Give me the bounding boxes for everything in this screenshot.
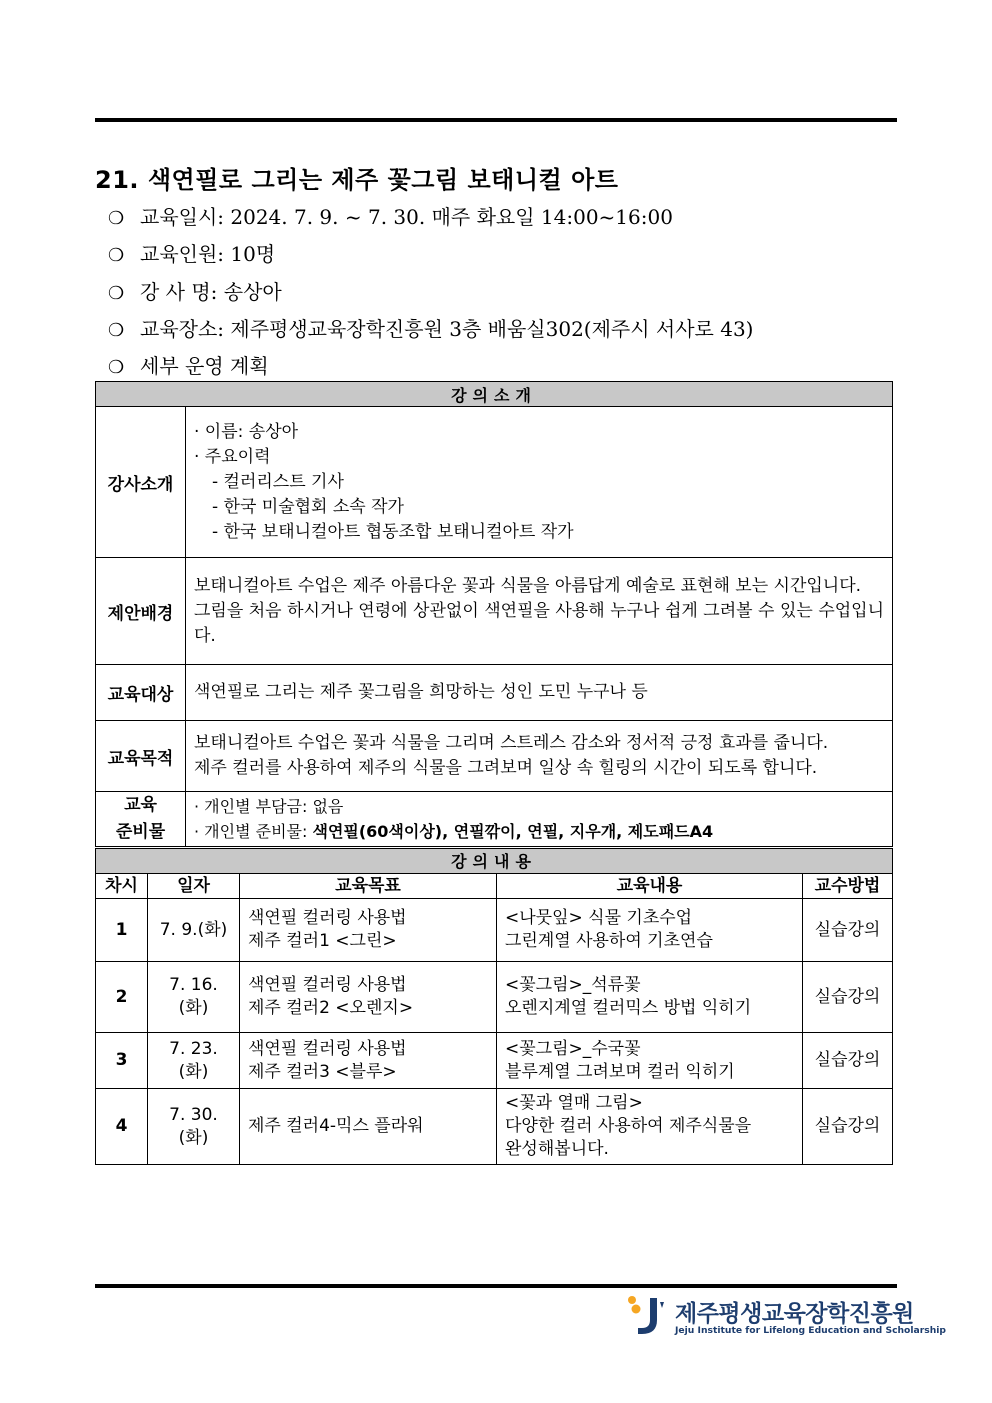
- bullet-icon: ❍: [108, 357, 125, 378]
- target-content: 색연필로 그리는 제주 꽃그림을 희망하는 성인 도민 누구나 등: [186, 665, 893, 721]
- info-date: [108, 201, 673, 230]
- org-name-en: Jeju Institute for Lifelong Education and Scholarship: [675, 1325, 946, 1336]
- goal-text: 색연필 컬러링 사용법: [248, 975, 407, 995]
- content-text: 다양한 컬러 사용하여 제주식물을: [505, 1116, 752, 1136]
- info-location-text: 교육장소: 제주평생교육장학진흥원 3층 배움실302(제주시 서사로 43): [140, 317, 754, 341]
- info-instructor: [108, 276, 282, 305]
- goal-text: 제주 컬러1 <그린>: [248, 931, 397, 951]
- session-date: 7. 16.(화): [148, 962, 240, 1033]
- session-no: 3: [96, 1033, 148, 1089]
- background-label: 제안배경: [96, 558, 186, 665]
- supplies-items: 색연필(60색이상), 연필깎이, 연필, 지우개, 제도패드A4: [312, 822, 714, 841]
- bullet-icon: ❍: [108, 283, 125, 304]
- info-capacity-text: 교육인원: 10명: [140, 242, 276, 266]
- session-no: 2: [96, 962, 148, 1033]
- org-name: 제주평생교육장학진흥원: [675, 1301, 914, 1327]
- bottom-rule: [95, 1284, 897, 1288]
- info-location: [108, 313, 753, 342]
- instructor-line: - 컬러리스트 기사: [212, 471, 344, 492]
- instructor-line: - 한국 보태니컬아트 협동조합 보태니컬아트 작가: [212, 521, 574, 542]
- content-text: 그린계열 사용하여 기초연습: [505, 931, 713, 951]
- session-method: 실습강의: [803, 1089, 893, 1165]
- session-content: [497, 1089, 803, 1165]
- supplies-label-line: 준비물: [115, 822, 166, 842]
- instructor-line: · 이름: 송상아: [194, 421, 299, 442]
- goal-text: 제주 컬러3 <블루>: [248, 1061, 397, 1082]
- supplies-label-line: 교육: [124, 795, 157, 815]
- col-content: 교육내용: [497, 874, 803, 899]
- intro-table: [95, 381, 893, 847]
- page-title: 21. 색연필로 그리는 제주 꽃그림 보태니컬 아트: [95, 166, 619, 194]
- session-date: 7. 9.(화): [148, 899, 240, 962]
- instructor-content: [186, 407, 893, 558]
- goal-content: [186, 721, 893, 792]
- goal-line: 제주 컬러를 사용하여 제주의 식물을 그려보며 일상 속 힐링의 시간이 되도록 합니다.: [194, 758, 818, 778]
- background-content: [186, 558, 893, 665]
- goal-text: 제주 컬러2 <오렌지>: [248, 998, 414, 1018]
- session-goal: [240, 899, 497, 962]
- instructor-line: · 주요이력: [194, 446, 271, 467]
- goal-line: 보태니컬아트 수업은 꽃과 식물을 그리며 스트레스 감소와 정서적 긍정 효과를 줍니다.: [194, 733, 829, 753]
- schedule-table: [95, 848, 893, 1165]
- supplies-line: [194, 819, 884, 844]
- content-text: 완성해봅니다.: [505, 1139, 609, 1159]
- session-no: 1: [96, 899, 148, 962]
- table-row: [96, 899, 893, 962]
- col-goal: 교육목표: [240, 874, 497, 899]
- instructor-line: - 한국 미술협회 소속 작가: [212, 496, 404, 517]
- supplies-prefix: · 개인별 준비물:: [194, 822, 313, 841]
- content-header: 강의내용: [96, 849, 893, 874]
- info-instructor-text: 강 사 명: 송상아: [140, 280, 282, 304]
- col-date: 일자: [148, 874, 240, 899]
- session-method: 실습강의: [803, 899, 893, 962]
- table-row: [96, 1033, 893, 1089]
- goal-text: 제주 컬러4-믹스 플라워: [248, 1116, 424, 1136]
- background-line: 보태니컬아트 수업은 제주 아름다운 꽃과 식물을 아름답게 예술로 표현해 보는 시간입니다.: [194, 575, 862, 596]
- content-text: <꽃그림>_수국꽃: [505, 1038, 641, 1059]
- target-label: 교육대상: [96, 665, 186, 721]
- session-no: 4: [96, 1089, 148, 1165]
- info-plan-text: 세부 운영 계획: [140, 354, 269, 378]
- bullet-icon: ❍: [108, 208, 125, 229]
- instructor-label: 강사소개: [96, 407, 186, 558]
- goal-text: 색연필 컬러링 사용법: [248, 1038, 407, 1059]
- supplies-line: · 개인별 부담금: 없음: [194, 797, 344, 816]
- col-session: 차시: [96, 874, 148, 899]
- goal-label: 교육목적: [96, 721, 186, 792]
- info-date-text: 교육일시: 2024. 7. 9. ~ 7. 30. 매주 화요일 14:00~16:00: [140, 205, 673, 229]
- supplies-label: [96, 792, 186, 847]
- institute-logo-icon: [626, 1294, 668, 1338]
- col-method: 교수방법: [803, 874, 893, 899]
- session-method: 실습강의: [803, 962, 893, 1033]
- supplies-content: [186, 792, 893, 847]
- bullet-icon: ❍: [108, 245, 125, 266]
- goal-text: 색연필 컬러링 사용법: [248, 908, 407, 928]
- session-date: 7. 30.(화): [148, 1089, 240, 1165]
- table-row: [96, 1089, 893, 1165]
- session-goal: [240, 962, 497, 1033]
- info-capacity: [108, 238, 275, 267]
- session-method: 실습강의: [803, 1033, 893, 1089]
- content-text: 오렌지계열 컬러믹스 방법 익히기: [505, 998, 752, 1018]
- table-row: [96, 962, 893, 1033]
- session-goal: [240, 1089, 497, 1165]
- bullet-icon: ❍: [108, 320, 125, 341]
- top-rule: [95, 118, 897, 122]
- content-text: 블루계열 그려보며 컬러 익히기: [505, 1061, 735, 1082]
- content-text: <꽃그림>_석류꽃: [505, 975, 641, 995]
- session-content: [497, 962, 803, 1033]
- session-date: 7. 23.(화): [148, 1033, 240, 1089]
- session-content: [497, 1033, 803, 1089]
- intro-header: 강의소개: [96, 382, 893, 407]
- session-goal: [240, 1033, 497, 1089]
- content-text: <나뭇잎> 식물 기초수업: [505, 908, 693, 928]
- info-plan: [108, 350, 269, 379]
- session-content: [497, 899, 803, 962]
- background-line: 그림을 처음 하시거나 연령에 상관없이 색연필을 사용해 누구나 쉽게 그려볼 수 있는 수업입니다.: [194, 600, 885, 646]
- content-text: <꽃과 열매 그림>: [505, 1093, 643, 1113]
